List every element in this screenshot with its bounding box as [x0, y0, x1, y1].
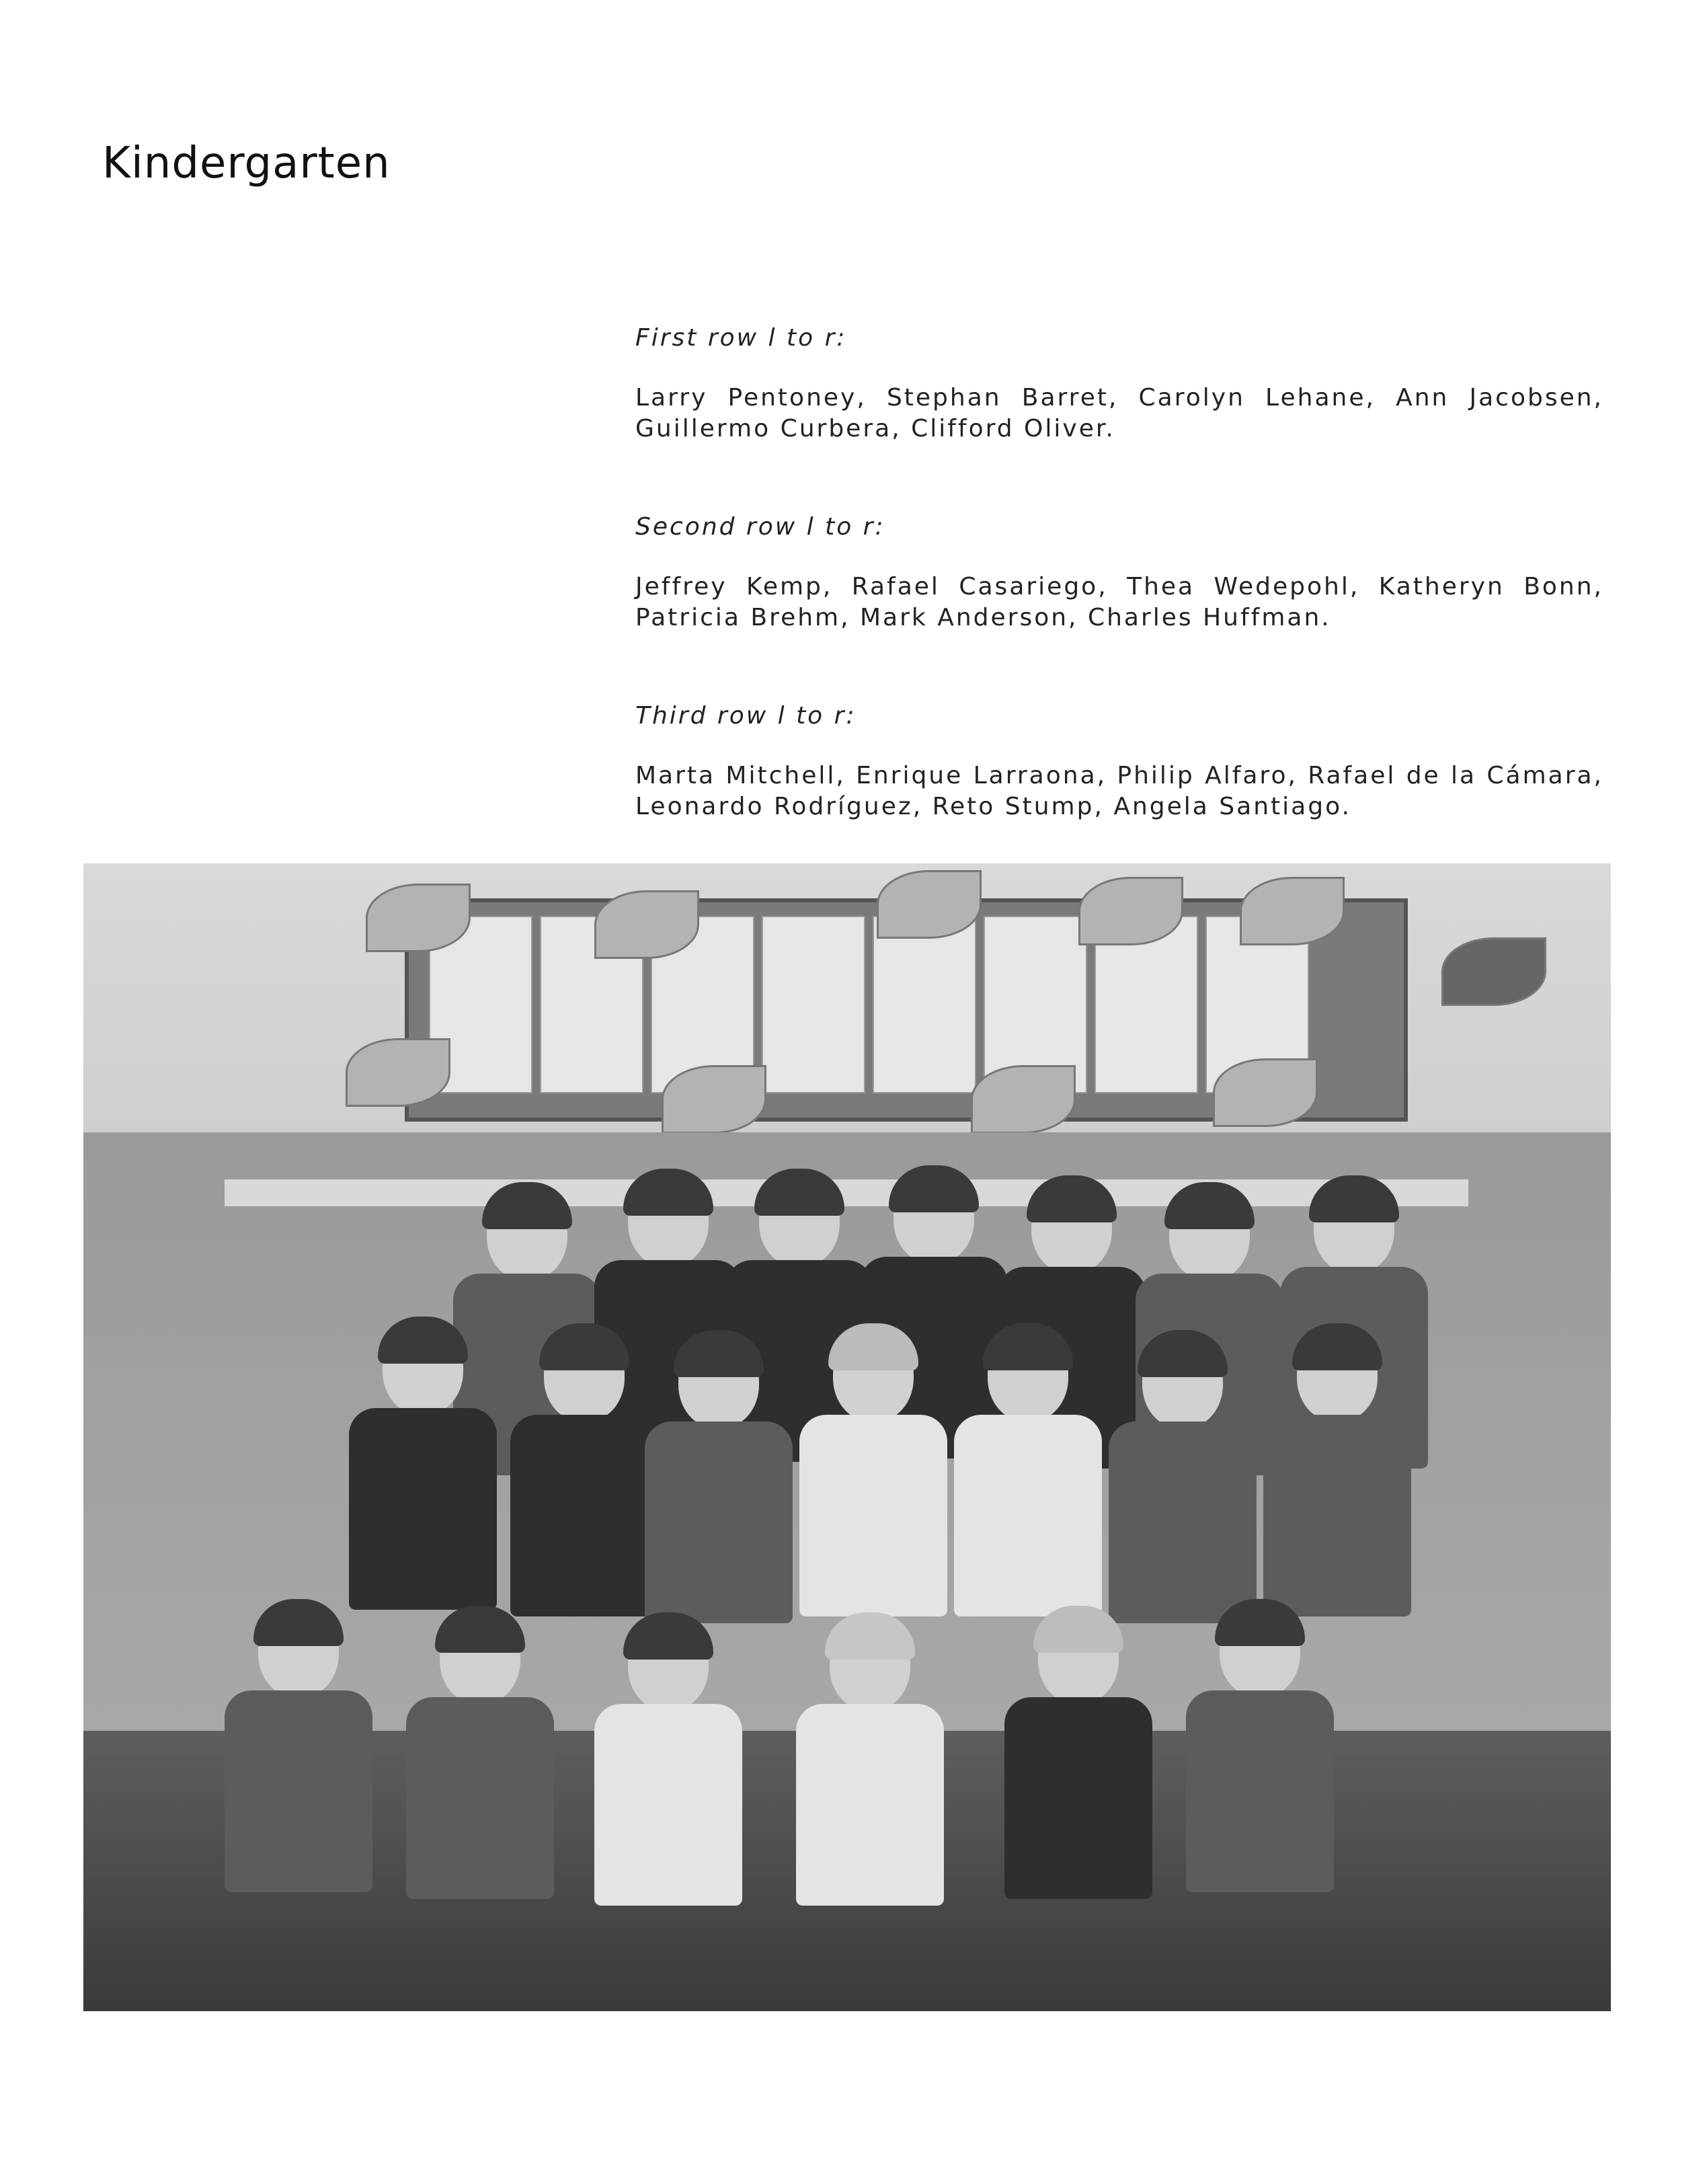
photo-captions	[635, 324, 1603, 822]
caption-third-row	[635, 702, 1603, 822]
paper-leaf	[346, 1038, 450, 1107]
caption-heading: Second row l to r:	[635, 513, 885, 541]
child-figure	[198, 1603, 399, 1939]
paper-leaf	[662, 1065, 766, 1134]
child-figure	[567, 1616, 769, 1953]
paper-leaf	[594, 890, 699, 959]
paper-leaf	[1240, 877, 1345, 945]
child-figure	[978, 1610, 1179, 1946]
paper-leaf	[877, 870, 982, 939]
paper-leaf	[1078, 877, 1183, 945]
caption-heading: First row l to r:	[635, 324, 847, 352]
paper-leaf	[1441, 937, 1546, 1006]
caption-first-row	[635, 324, 1603, 444]
paper-leaf	[971, 1065, 1076, 1134]
page-title: Kindergarten	[102, 139, 391, 188]
child-figure	[332, 1321, 514, 1630]
child-figure	[1246, 1327, 1428, 1637]
paper-leaf	[366, 884, 471, 952]
caption-names: Larry Pentoney, Stephan Barret, Carolyn Lehane, Ann Jacobsen, Guillermo Curbera, Clifford Oliver.	[635, 384, 1603, 442]
caption-heading: Third row l to r:	[635, 702, 857, 730]
child-figure	[379, 1610, 581, 1946]
paper-leaf	[1213, 1058, 1318, 1127]
child-painting	[873, 916, 976, 1093]
caption-second-row	[635, 513, 1603, 633]
caption-names: Marta Mitchell, Enrique Larraona, Philip Alfaro, Rafael de la Cámara, Leonardo Rodríguez, Reto Stump, Angela Santiago.	[635, 762, 1603, 820]
caption-names: Jeffrey Kemp, Rafael Casariego, Thea Wedepohl, Katheryn Bonn, Patricia Brehm, Mark Anderson, Charles Huffman.	[635, 573, 1603, 631]
class-photo	[83, 863, 1611, 2011]
child-figure	[769, 1616, 971, 1953]
child-painting	[762, 916, 865, 1093]
child-figure	[1159, 1603, 1361, 1939]
